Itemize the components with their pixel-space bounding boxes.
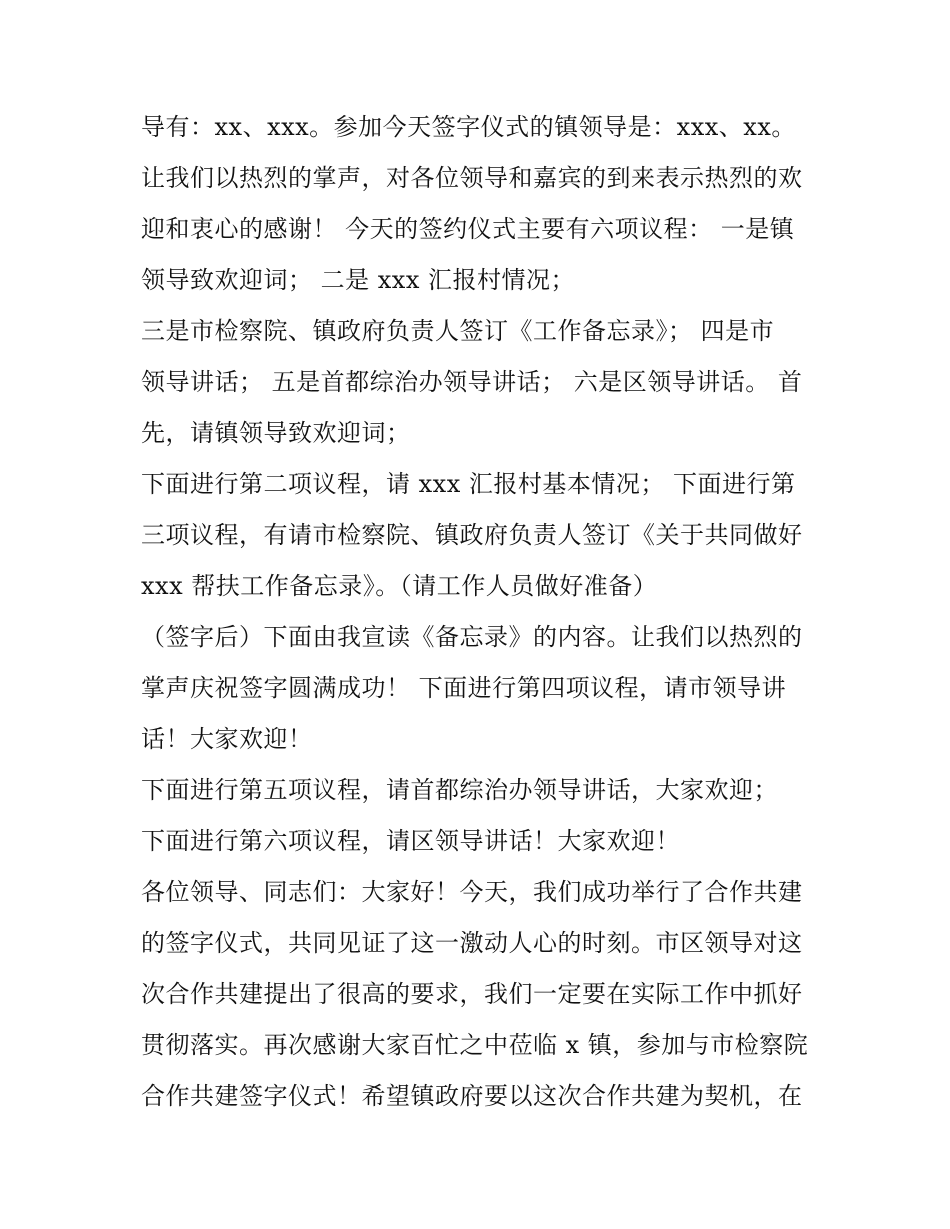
text-line: 各位领导、同志们：大家好！今天，我们成功举行了合作共建 <box>141 878 803 906</box>
text-line: 导有：xx、xxx。参加今天签字仪式的镇领导是：xxx、xx。 <box>141 113 796 141</box>
document-body <box>141 102 821 1122</box>
text-line: 下面进行第五项议程，请首都综治办领导讲话，大家欢迎； <box>141 776 778 804</box>
text-line: 先，请镇领导致欢迎词； <box>141 419 411 447</box>
text-line: 迎和衷心的感谢！ 今天的签约仪式主要有六项议程： 一是镇 <box>141 215 795 243</box>
text-line: 掌声庆祝签字圆满成功！ 下面进行第四项议程，请市领导讲 <box>141 674 787 702</box>
text-line: 次合作共建提出了很高的要求，我们一定要在实际工作中抓好 <box>141 980 803 1008</box>
text-line: 三项议程，有请市检察院、镇政府负责人签订《关于共同做好 <box>141 521 803 549</box>
text-line: 的签字仪式，共同见证了这一激动人心的时刻。市区领导对这 <box>141 929 803 957</box>
text-line: 贯彻落实。再次感谢大家百忙之中莅临 x 镇，参加与市检察院 <box>141 1031 809 1059</box>
text-line: （签字后）下面由我宣读《备忘录》的内容。让我们以热烈的 <box>141 623 803 651</box>
text-line: 领导讲话； 五是首都综治办领导讲话； 六是区领导讲话。 首 <box>141 368 803 396</box>
text-line: xxx 帮扶工作备忘录》。（请工作人员做好准备） <box>141 572 658 600</box>
text-line: 话！大家欢迎！ <box>141 725 313 753</box>
text-line: 三是市检察院、镇政府负责人签订《工作备忘录》； 四是市 <box>141 317 775 345</box>
text-line: 下面进行第六项议程，请区领导讲话！大家欢迎！ <box>141 827 680 855</box>
text-line: 领导致欢迎词； 二是 xxx 汇报村情况； <box>141 266 575 294</box>
text-line: 合作共建签字仪式！希望镇政府要以这次合作共建为契机，在 <box>141 1082 803 1110</box>
text-line: 下面进行第二项议程，请 xxx 汇报村基本情况； 下面进行第 <box>141 470 796 498</box>
text-line: 让我们以热烈的掌声，对各位领导和嘉宾的到来表示热烈的欢 <box>141 164 803 192</box>
